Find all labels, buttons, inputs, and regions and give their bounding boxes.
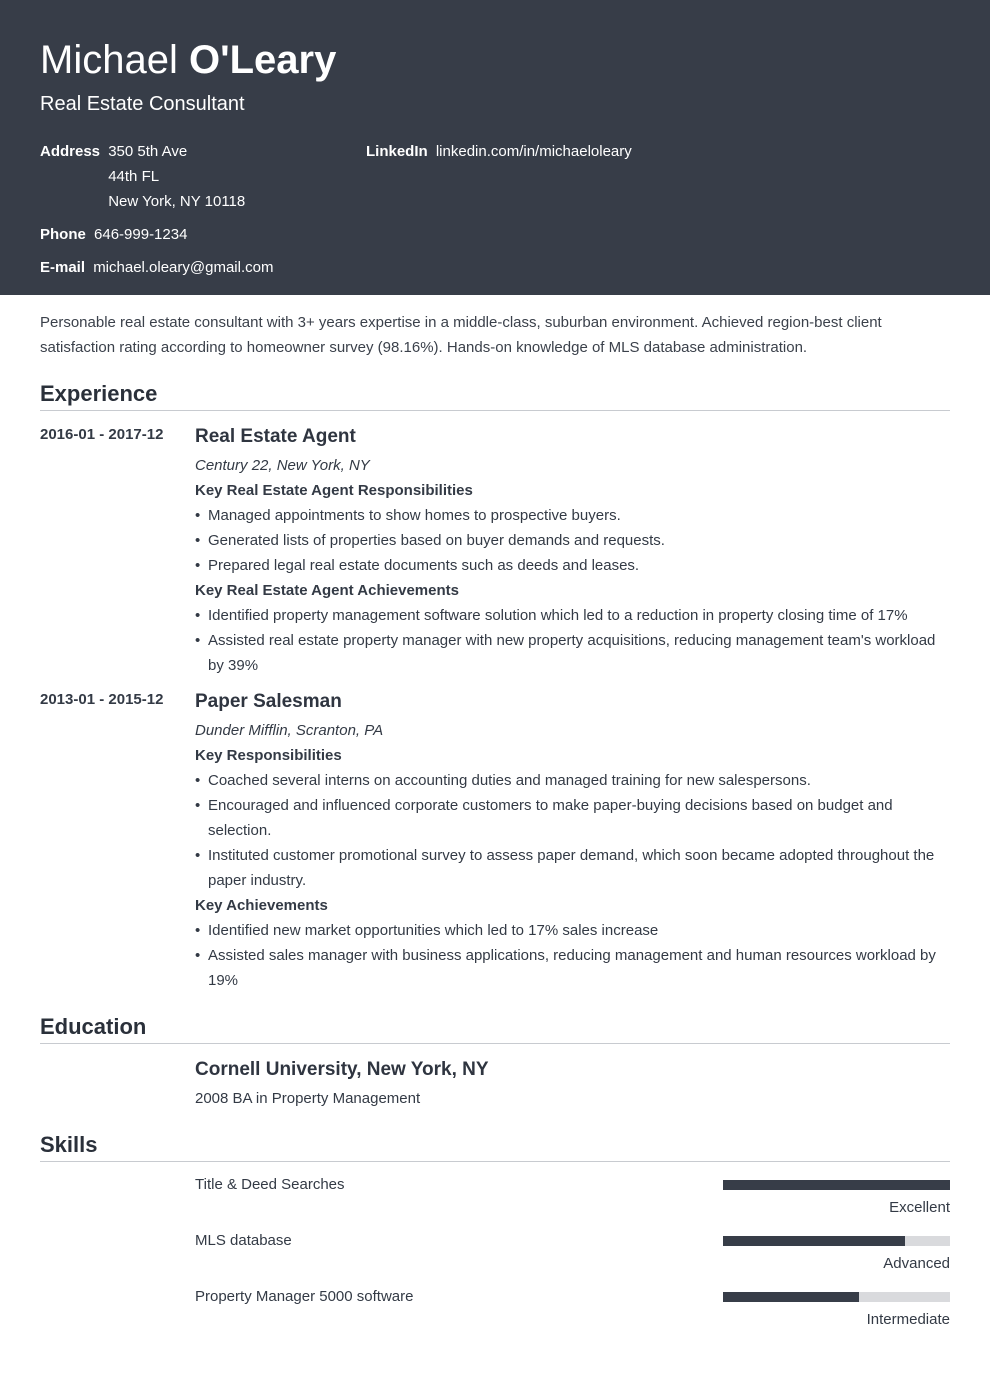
address-value [108,139,245,214]
skill-level-bar [723,1236,950,1246]
address-label: Address [40,143,101,160]
degree: 2008 BA in Property Management [195,1090,421,1107]
email-link[interactable]: michael.oleary@gmail.com [93,259,274,276]
email-label: E-mail [40,259,86,276]
linkedin-label: LinkedIn [366,143,428,160]
skill-level-fill [723,1180,950,1190]
responsibilities-list [195,768,950,893]
school-name: Cornell University, New York, NY [195,1059,489,1080]
skill-level-bar [723,1180,950,1190]
job-dates: 2016-01 - 2017-12 [40,426,164,443]
skill-name: Property Manager 5000 software [195,1288,414,1305]
responsibilities-list [195,503,950,578]
experience-heading: Experience [40,381,158,406]
skill-row [195,1172,950,1228]
address-line: New York, NY 10118 [108,193,246,210]
list-item: • Prepared legal real estate documents such as deeds and leases. [195,553,950,578]
list-item: • Identified property management software solution which led to a reduction in property closing time of 17% [195,603,950,628]
job-title: Paper Salesman [195,691,342,712]
education-entry [195,1057,950,1111]
list-item: • Managed appointments to show homes to prospective buyers. [195,503,950,528]
list-item: • Assisted sales manager with business applications, reducing management and human resources workload by 19% [195,943,950,993]
job-details [195,424,950,678]
skill-level-label: Advanced [883,1255,950,1272]
section-divider [40,1043,950,1044]
candidate-name [40,36,336,84]
job-company: Dunder Mifflin, Scranton, PA [195,722,384,739]
list-item: • Generated lists of properties based on buyer demands and requests. [195,528,950,553]
first-name: Michael [40,38,178,82]
address-line: 350 5th Ave [108,143,188,160]
responsibilities-heading: Key Responsibilities [195,747,342,764]
list-item: • Coached several interns on accounting duties and managed training for new salespersons. [195,768,950,793]
achievements-heading: Key Achievements [195,897,328,914]
skill-row [195,1284,950,1340]
list-item: • Instituted customer promotional survey to assess paper demand, which soon became adopted throughout the paper industry. [195,843,950,893]
job-title: Real Estate Agent [195,426,356,447]
skill-level-fill [723,1236,905,1246]
candidate-role: Real Estate Consultant [40,93,245,115]
skill-name: MLS database [195,1232,292,1249]
contact-address [40,139,245,214]
achievements-list [195,918,950,993]
achievements-list [195,603,950,678]
contact-linkedin [366,139,632,164]
section-divider [40,1161,950,1162]
job-company: Century 22, New York, NY [195,457,370,474]
section-divider [40,410,950,411]
last-name: O'Leary [188,38,337,82]
list-item: • Encouraged and influenced corporate customers to make paper-buying decisions based on budget and selection. [195,793,950,843]
phone-value[interactable]: 646-999-1234 [94,226,188,243]
linkedin-link[interactable]: linkedin.com/in/michaeloleary [435,143,632,160]
contact-phone [40,222,187,247]
skill-level-bar [723,1292,950,1302]
job-dates: 2013-01 - 2015-12 [40,691,164,708]
address-line: 44th FL [108,168,160,185]
list-item: • Identified new market opportunities which led to 17% sales increase [195,918,950,943]
profile-summary: Personable real estate consultant with 3+ years expertise in a middle-class, suburban environment. Achieved region-best client satisfaction rating according to homeowner survey (98.16%). Hands-on knowledge of MLS database administration. [40,314,882,356]
resume-header [0,0,990,295]
skill-name: Title & Deed Searches [195,1176,345,1193]
skill-row [195,1228,950,1284]
contact-email [40,255,273,280]
skills-heading: Skills [40,1132,98,1157]
job-details [195,689,950,993]
responsibilities-heading: Key Real Estate Agent Responsibilities [195,482,473,499]
education-heading: Education [40,1014,147,1039]
phone-label: Phone [40,226,86,243]
skill-level-label: Excellent [889,1199,950,1216]
list-item: • Assisted real estate property manager with new property acquisitions, reducing management team's workload by 39% [195,628,950,678]
skill-level-fill [723,1292,859,1302]
achievements-heading: Key Real Estate Agent Achievements [195,582,459,599]
skill-level-label: Intermediate [866,1311,950,1328]
